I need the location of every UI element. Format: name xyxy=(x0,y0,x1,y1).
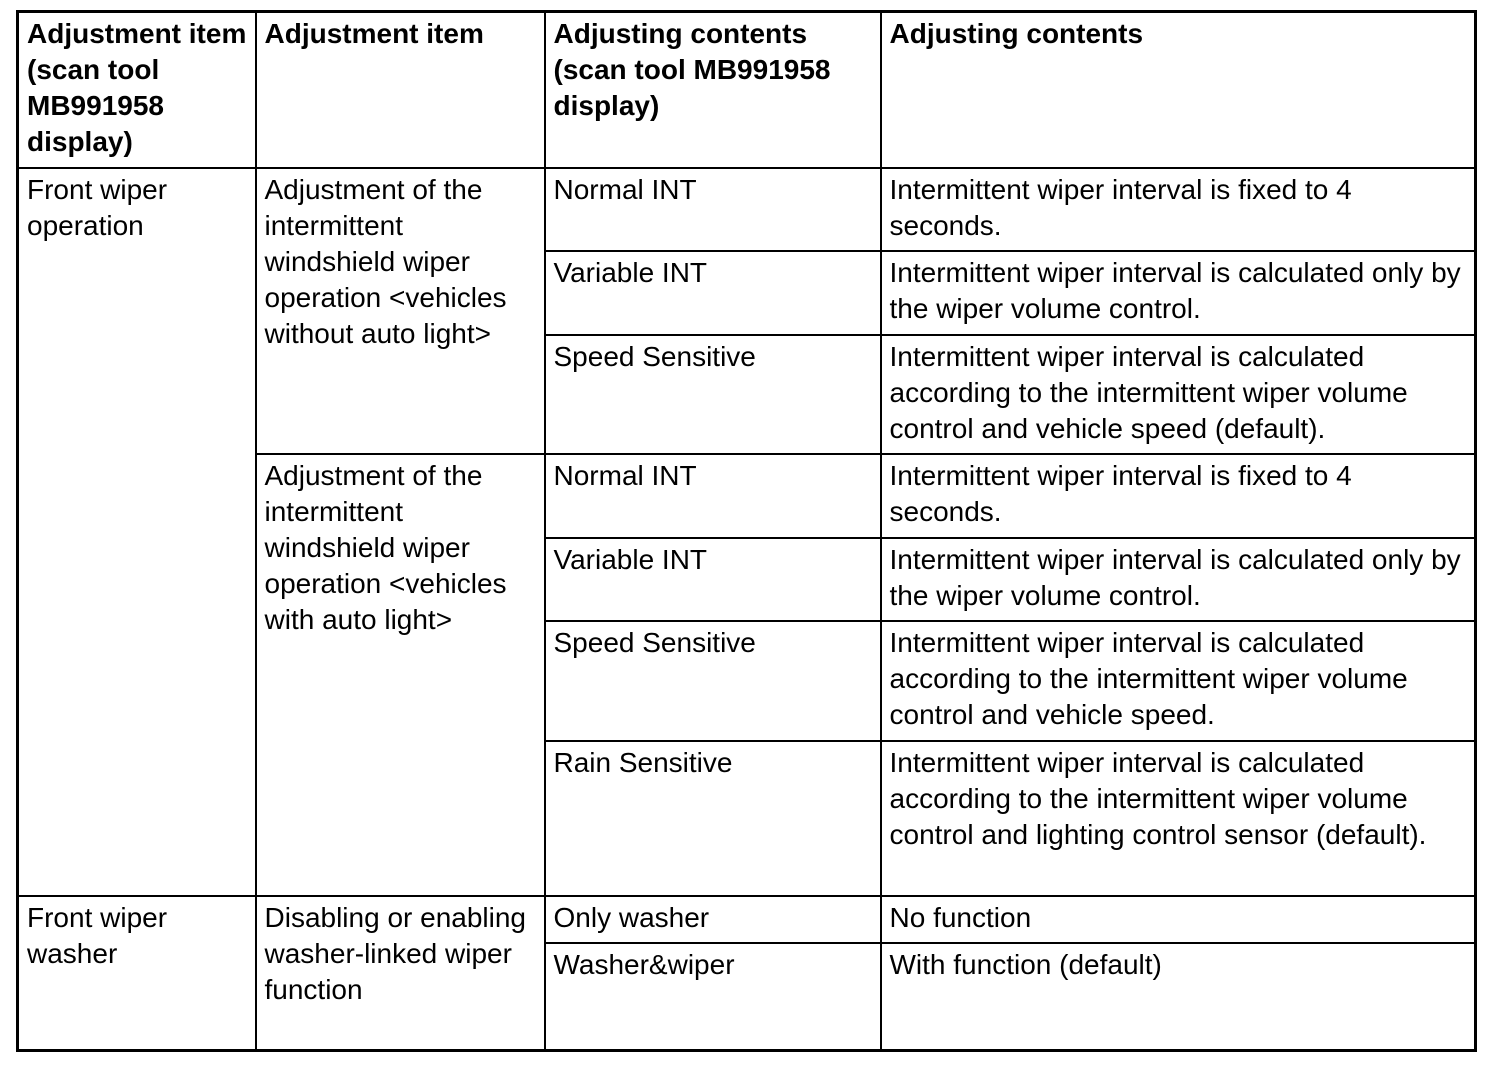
scan-item-cell: Front wiper washer xyxy=(18,896,256,1051)
header-scan-item: Adjustment item (scan tool MB991958 display) xyxy=(18,12,256,168)
display-cell: Variable INT xyxy=(545,251,881,335)
display-cell: Washer&wiper xyxy=(545,943,881,1051)
display-cell: Variable INT xyxy=(545,538,881,621)
contents-cell: Intermittent wiper interval is calculated according to the intermittent wiper volume control and lighting control sensor (default). xyxy=(881,741,1476,896)
table-row xyxy=(18,896,1476,943)
contents-cell: Intermittent wiper interval is calculated only by the wiper volume control. xyxy=(881,251,1476,335)
table-row xyxy=(18,168,1476,251)
contents-cell: With function (default) xyxy=(881,943,1476,1051)
display-cell: Rain Sensitive xyxy=(545,741,881,896)
display-cell: Speed Sensitive xyxy=(545,335,881,454)
item-cell: Adjustment of the intermittent windshield wiper operation <vehicles without auto light> xyxy=(256,168,545,454)
item-cell: Disabling or enabling washer-linked wiper function xyxy=(256,896,545,1051)
scan-item-cell: Front wiper operation xyxy=(18,168,256,896)
header-row xyxy=(18,12,1476,168)
display-cell: Normal INT xyxy=(545,168,881,251)
header-display: Adjusting contents (scan tool MB991958 display) xyxy=(545,12,881,168)
contents-cell: Intermittent wiper interval is calculated only by the wiper volume control. xyxy=(881,538,1476,621)
item-cell: Adjustment of the intermittent windshield wiper operation <vehicles with auto light> xyxy=(256,454,545,896)
contents-cell: Intermittent wiper interval is fixed to 4 seconds. xyxy=(881,168,1476,251)
contents-cell: Intermittent wiper interval is calculated according to the intermittent wiper volume control and vehicle speed. xyxy=(881,621,1476,741)
adjustment-table xyxy=(16,10,1477,1052)
header-item: Adjustment item xyxy=(256,12,545,168)
contents-cell: Intermittent wiper interval is fixed to 4 seconds. xyxy=(881,454,1476,538)
display-cell: Normal INT xyxy=(545,454,881,538)
display-cell: Speed Sensitive xyxy=(545,621,881,741)
header-contents: Adjusting contents xyxy=(881,12,1476,168)
contents-cell: Intermittent wiper interval is calculated according to the intermittent wiper volume control and vehicle speed (default). xyxy=(881,335,1476,454)
display-cell: Only washer xyxy=(545,896,881,943)
contents-cell: No function xyxy=(881,896,1476,943)
